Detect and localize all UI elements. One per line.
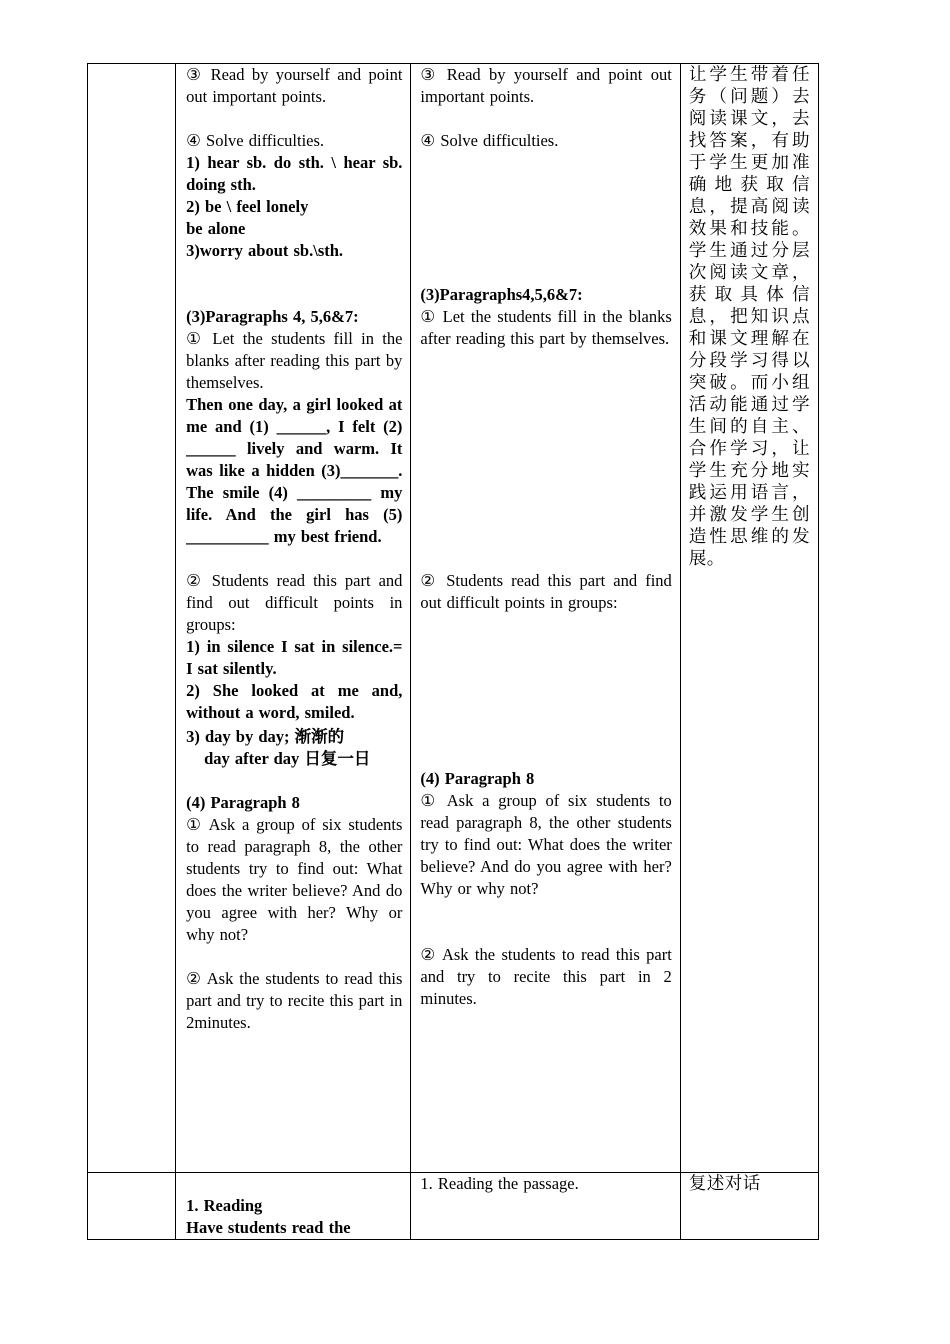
paragraphs-heading: (3)Paragraphs 4, 5,6&7:	[186, 307, 359, 326]
group-reading-task: ② Students read this part and find out difficult points in groups:	[420, 571, 672, 612]
paragraph-8-task: ① Ask a group of six students to read paragraph 8, the other students try to find out: What does the writer believe? And do you agree with her? Why or why not?	[420, 791, 672, 898]
retell-dialogue-text: 复述对话	[688, 1174, 761, 1194]
reading-instruction: Have students read the	[186, 1218, 351, 1237]
stage-cell	[88, 64, 176, 1173]
group-reading-task: ② Students read this part and find out difficult points in groups:	[186, 571, 403, 634]
language-point: 2) be \ feel lonely	[186, 197, 309, 216]
paragraph-8-heading: (4) Paragraph 8	[420, 769, 535, 788]
difficult-point: 1) in silence I sat in silence.= I sat silently.	[186, 637, 403, 678]
design-purpose-text: 让学生带着任务（问题）去阅读课文，去找答案，有助于学生更加准确地获取信息，提高阅读效果和技能。学生通过分层次阅读文章，获取具体信息，把知识点和课文理解在分段学习得以突破。而小组活动能通过学生间的自主、合作学习，让学生充分地实践运用语言，并激发学生创造性思维的发展。	[688, 65, 810, 569]
teacher-activity-cell	[176, 1173, 411, 1240]
language-point: be alone	[186, 219, 246, 238]
stage-cell	[88, 1173, 176, 1240]
language-point: 3)worry about sb.\sth.	[186, 241, 344, 260]
difficult-point: 3) day by day; 渐渐的	[186, 727, 345, 746]
recite-task: ② Ask the students to read this part and try to recite this part in 2 minutes.	[420, 945, 672, 1008]
fill-blanks-task: ① Let the students fill in the blanks after reading this part by themselves.	[186, 329, 403, 392]
read-yourself-step: ③ Read by yourself and point out important points.	[186, 65, 403, 106]
teacher-activity-cell	[176, 64, 411, 1173]
reading-passage-step: 1. Reading the passage.	[420, 1174, 579, 1193]
paragraphs-heading: (3)Paragraphs4,5,6&7:	[420, 285, 583, 304]
language-point: 1) hear sb. do sth. \ hear sb. doing sth.	[186, 153, 403, 194]
lesson-plan-table	[87, 63, 819, 1240]
difficult-point: 2) She looked at me and, without a word, smiled.	[186, 681, 403, 722]
student-activity-cell	[411, 1173, 680, 1240]
design-purpose-cell	[680, 64, 818, 1173]
paragraph-8-task: ① Ask a group of six students to read paragraph 8, the other students try to find out: What does the writer believe? And do you agree with her? Why or why not?	[186, 815, 403, 944]
reading-heading: 1. Reading	[186, 1196, 263, 1215]
fill-blanks-text: Then one day, a girl looked at me and (1) ______, I felt (2) ______ lively and warm. It was like a hidden (3)_______. The smile (4) _________ my life. And the girl has (5) __________ my best friend.	[186, 395, 403, 546]
solve-difficulties-step: ④ Solve difficulties.	[186, 131, 325, 150]
read-yourself-step: ③ Read by yourself and point out important points.	[420, 65, 672, 106]
table-row	[88, 1173, 819, 1240]
fill-blanks-task: ① Let the students fill in the blanks after reading this part by themselves.	[420, 307, 672, 348]
table-row	[88, 64, 819, 1173]
student-activity-cell	[411, 64, 680, 1173]
paragraph-8-heading: (4) Paragraph 8	[186, 793, 300, 812]
difficult-point: day after day 日复一日	[204, 749, 371, 768]
solve-difficulties-step: ④ Solve difficulties.	[420, 131, 559, 150]
recite-task: ② Ask the students to read this part and try to recite this part in 2minutes.	[186, 969, 403, 1032]
design-purpose-cell	[680, 1173, 818, 1240]
